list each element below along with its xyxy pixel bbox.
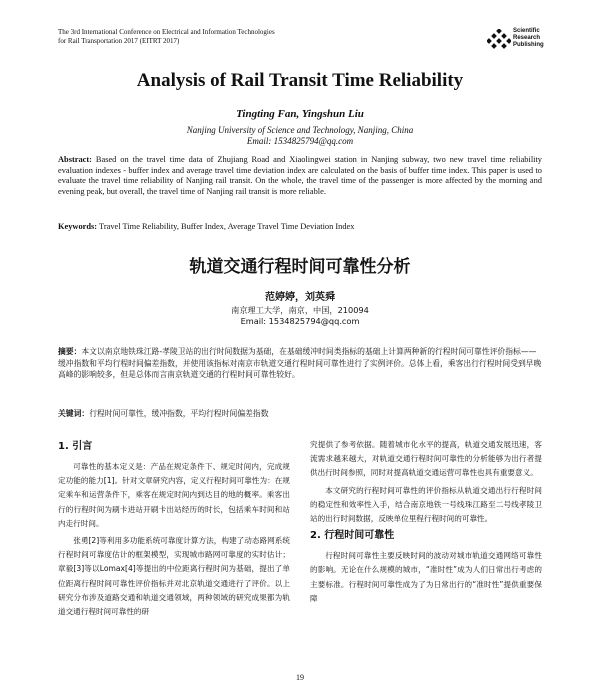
paper-title: Analysis of Rail Transit Time Reliability: [136, 70, 464, 91]
conference-line-2: for Rail Transportation 2017 (EITRT 2017): [58, 37, 180, 45]
chinese-keywords-label: 关键词：: [58, 409, 90, 418]
paper-authors: Tingting Fan, Yingshun Liu: [236, 108, 364, 120]
left-column: [58, 438, 290, 622]
chinese-abstract-text: 本文以南京地铁珠江路-孝陵卫站的出行时间数据为基础，在基础缓冲时间类指标的基础上计算两种新的行程时间可靠性评价指标——缓冲指数和平均行程时间偏差指数，并使用该指标对南京市轨道交通行程时间可靠性进行了实例评价。总体上看，乘客出行行程时间受到早晚高峰的影响较多，但是总体而言南京轨道交通的行程时间可靠性较好。: [58, 347, 542, 379]
section-1-paragraph-2: 张勇[2]等利用多功能系统可靠度计算方法，构建了动态路网系统行程时间可靠度估计的框架模型，实现城市路网可靠度的实时估计；章毅[3]等以Lomax[4]等提出的中位距离行程时间为基础，提出了单位距离行程时间可靠性评价指标并对北京轨道交通进行了评价。以上研究分布涉及道路交通和轨道交通领域，两种领域的研究成果都为轨道交通行程时间可靠性的研: [58, 536, 290, 617]
abstract-label: Abstract:: [58, 155, 92, 164]
chinese-abstract-label: 摘要：: [58, 347, 82, 356]
chinese-abstract: [58, 346, 542, 381]
publisher-word-3: Publishing: [513, 42, 544, 48]
email: Email: 1534825794@qq.com: [246, 136, 354, 146]
keywords-label: Keywords:: [58, 222, 98, 231]
section-1-heading: 1. 引言: [58, 441, 93, 452]
section-2-paragraph-1: 行程时间可靠性主要反映时间的波动对城市轨道交通网络可靠性的影响。无论在什么规模的城市，“准时性”成为人们日常出行考虑的主要标准。行程时间可靠性成为了为日常出行的“准时性”提供重要保障: [310, 551, 542, 603]
chinese-affiliation: 南京理工大学，南京，中国，210094: [231, 305, 369, 315]
page-number: 19: [296, 673, 304, 682]
section-1-paragraph-4: 本文研究的行程时间可靠性的评价指标从轨道交通出行行程时间的稳定性和效率性入手，结合南京地铁一号线珠江路至二号线孝陵卫站的出行时间数据，反映单位里程行程时间的可靠性。: [310, 485, 542, 524]
chinese-authors: 范婷婷，刘英舜: [265, 292, 335, 303]
abstract: [58, 155, 542, 197]
keywords: [58, 222, 542, 231]
affiliation-block: [0, 125, 600, 147]
conference-header: [58, 28, 358, 46]
publisher-diamond-icon: [487, 29, 511, 49]
section-1-paragraph-1: 可靠性的基本定义是：产品在规定条件下、规定时间内，完成规定功能的能力[1]。针对文章研究内容，定义行程时间可靠性为：在规定乘车和运营条件下，乘客在规定时间内到达目的地的概率。乘客出行的行程时间为刷卡进站开刷卡出站经历的时长，包括乘车时间和站内走行时间。: [58, 462, 290, 528]
chinese-affiliation-block: [0, 305, 600, 327]
publisher-name: [513, 28, 544, 49]
section-1-paragraph-3: 究提供了参考依据。随着城市化水平的提高，轨道交通发展迅速，客流需求越来越大，对轨道交通行程时间可靠性的分析能够为出行者提供出行时间参照，同时对提高轨道交通运营可靠性也具有重要意义。: [310, 440, 542, 478]
publisher-word-2: Research: [513, 35, 541, 41]
chinese-title: 轨道交通行程时间可靠性分析: [189, 257, 411, 277]
chinese-email: Email: 1534825794@qq.com: [240, 316, 360, 326]
conference-line-1: The 3rd International Conference on Electrical and Information Technologies: [58, 28, 275, 36]
affiliation: Nanjing University of Science and Technology, Nanjing, China: [186, 125, 414, 135]
chinese-keywords-text: 行程时间可靠性，缓冲指数，平均行程时间偏差指数: [89, 409, 269, 418]
publisher-word-1: Scientific: [513, 28, 540, 34]
publisher-logo: [487, 28, 567, 54]
right-column: [310, 438, 542, 609]
abstract-text: Based on the travel time data of Zhujiang Road and Xiaolingwei station in Nanjing subway, two new travel time reliability evaluation indexes - buffer index and average travel time deviation index are calculated on the basis of buffer time index. This paper is used to evaluate the travel time reliability of Nanjing rail transit. On the whole, the travel time of the passenger is more affected by the morning and evening peak, but overall, the travel time of Nanjing rail transit is more reliable.: [58, 155, 542, 196]
section-2-heading: 2. 行程时间可靠性: [310, 530, 395, 542]
chinese-keywords: [58, 408, 542, 419]
keywords-text: Travel Time Reliability, Buffer Index, Average Travel Time Deviation Index: [99, 222, 355, 231]
